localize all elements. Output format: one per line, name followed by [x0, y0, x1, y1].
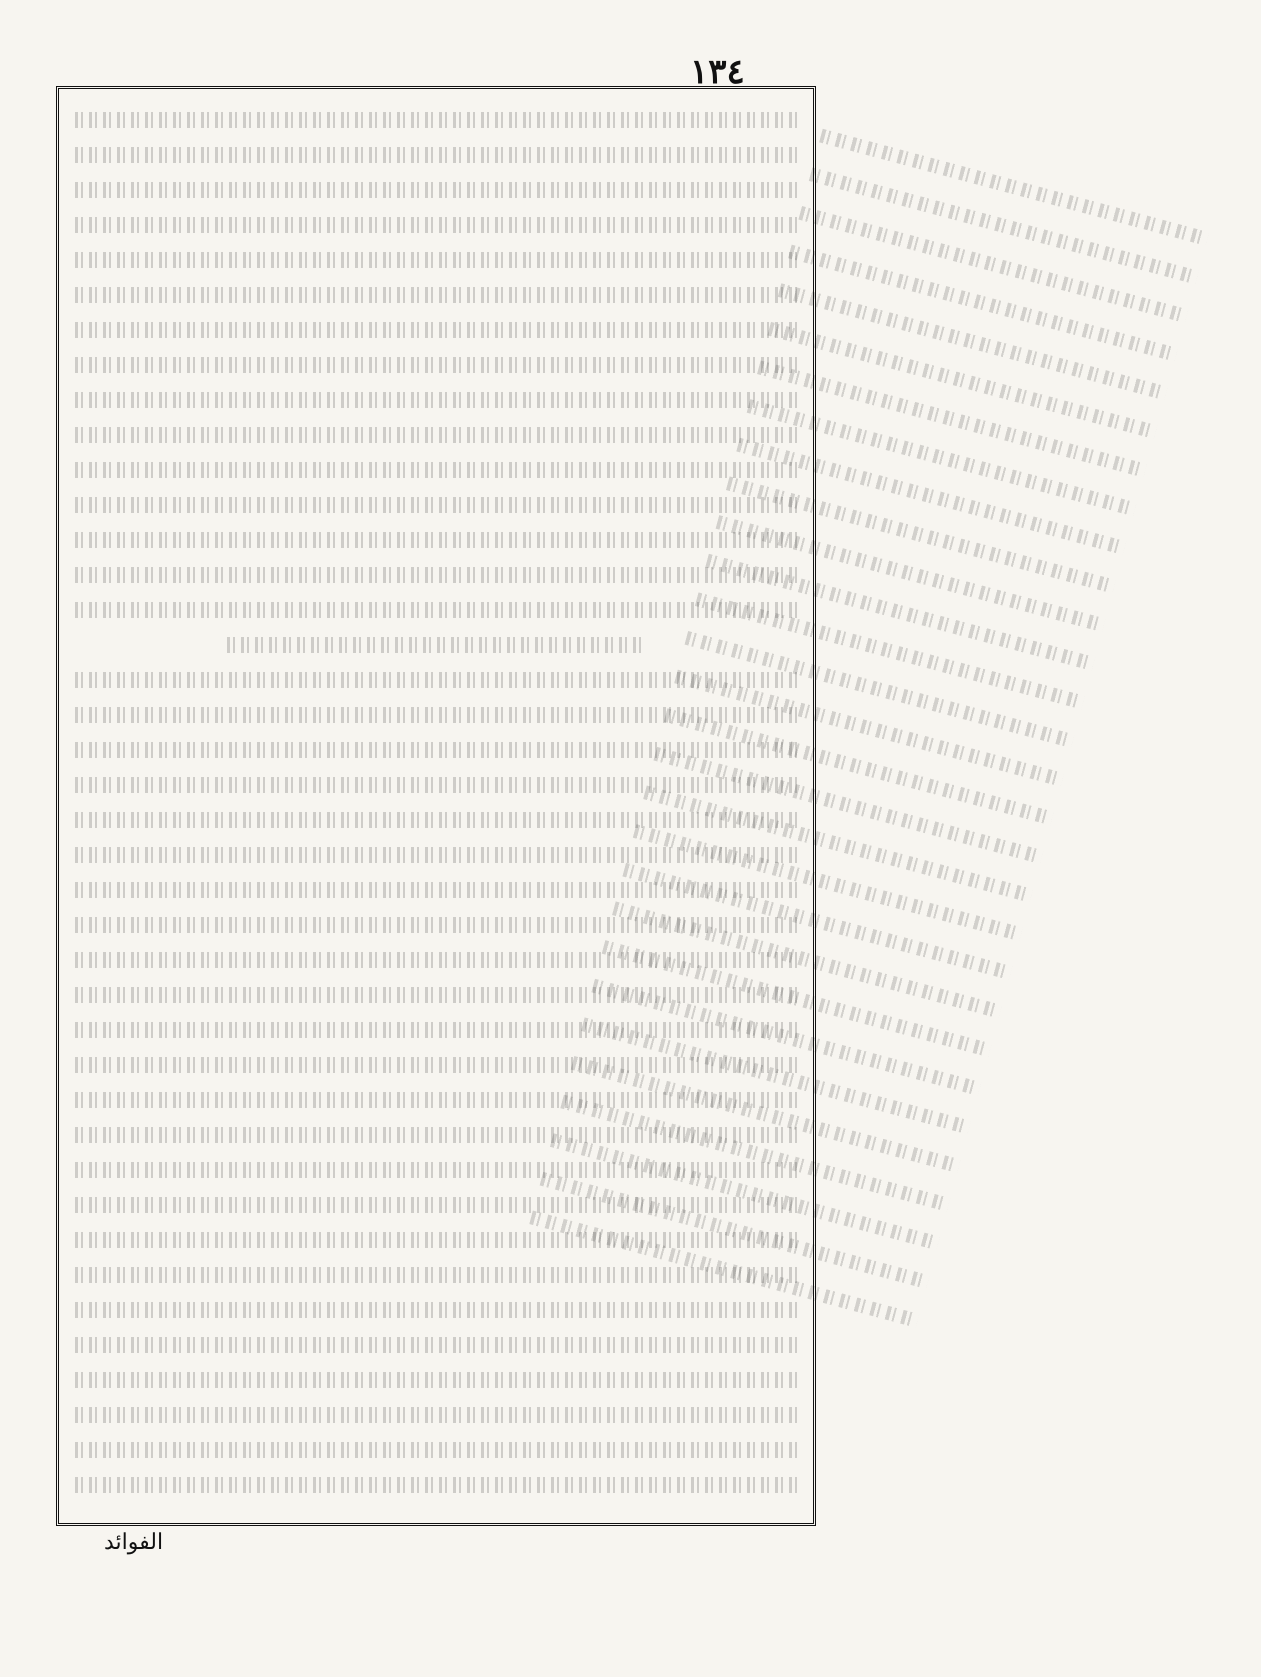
page-number: ١٣٤: [690, 52, 745, 92]
text-line: [75, 1433, 797, 1467]
text-line: [75, 418, 797, 452]
text-line: [75, 278, 797, 312]
text-line: [75, 1363, 797, 1397]
text-line: [75, 348, 797, 382]
text-line: [75, 103, 797, 137]
text-line: [75, 243, 797, 277]
text-line: [75, 313, 797, 347]
text-line: [75, 208, 797, 242]
text-line: [75, 1468, 797, 1502]
text-line: [75, 1328, 797, 1362]
text-line: [75, 138, 797, 172]
text-line: [75, 1398, 797, 1432]
text-line: [75, 558, 797, 592]
text-line: [75, 383, 797, 417]
catchword: الفوائد: [104, 1530, 164, 1555]
text-line: [75, 593, 797, 627]
text-line: [75, 488, 797, 522]
text-line: [75, 453, 797, 487]
text-line: [75, 523, 797, 557]
text-line: [75, 173, 797, 207]
